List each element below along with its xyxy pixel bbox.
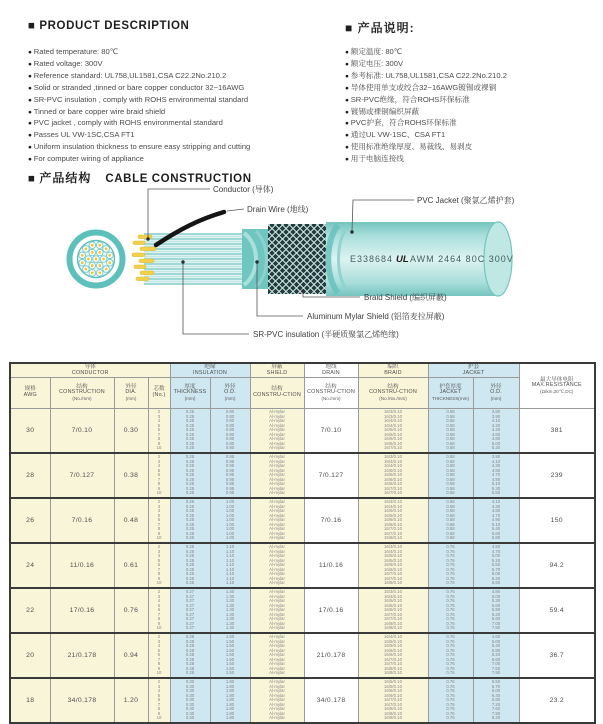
product-description-item: ● SR-PVC insulation , comply with ROHS environmental standard (28, 95, 340, 107)
cell-drain: 17/0.16 (304, 588, 358, 633)
cell-jacket-od: 4.60 5.00 5.40 5.80 6.20 6.60 7.00 7.50 7.90 (473, 633, 519, 678)
cell-construction: 7/0.127 (50, 453, 114, 498)
core-conductor-dot (84, 247, 87, 250)
group-header-jacket (428, 363, 519, 378)
cell-jacket-od: 3.90 4.10 4.30 4.50 4.70 4.90 5.10 5.30 5.50 (473, 453, 519, 498)
cell-braid: 16/3/0.10 16/4/0.10 16/5/0.10 16/5/0.10 16/6/0.10 16/6/0.10 16/7/0.10 16/7/0.10 16/8/0.10 (358, 543, 428, 588)
cell-resistance: 94.2 (519, 543, 595, 588)
product-notes-item: ● 参考标准: UL758,UL1581,CSA C22.2No.210.2 (345, 71, 600, 83)
product-notes-item: ● 额定电压: 300V (345, 59, 600, 71)
column-header-jacket-thickness: 护套厚度 JACKET THICKNESS(mm) (428, 378, 473, 409)
mylar-wrap (242, 229, 270, 289)
cell-resistance: 36.7 (519, 633, 595, 678)
group-header-braid (358, 363, 428, 378)
cell-drain: 7/0.10 (304, 409, 358, 454)
cell-jacket-thickness: 0.58 0.58 0.58 0.58 0.58 0.58 0.58 0.58 0.58 (428, 453, 473, 498)
group-header-insulation (170, 363, 250, 378)
spec-row-awg-24 (10, 543, 595, 588)
product-description-item: ● Tinned or bare copper wire braid shield (28, 107, 340, 119)
cell-construction: 7/0.16 (50, 498, 114, 543)
cell-drain: 7/0.127 (304, 453, 358, 498)
product-notes-item: ● PVC护套，符合ROHS环保标准 (345, 118, 600, 130)
label-aluminum-mylar-shield: Aluminum Mylar Shield (铝箔麦拉屏蔽) (307, 312, 445, 321)
cell-cores: 2 3 4 5 6 7 8 9 10 (148, 409, 170, 454)
product-notes-title: ■ 产品说明: (345, 21, 415, 35)
cell-ins-thickness: 0.27 0.27 0.27 0.27 0.27 0.27 0.27 0.27 0.27 (170, 588, 210, 633)
cell-cores: 2 3 4 5 6 7 8 9 10 (148, 498, 170, 543)
cell-ins-thickness: 0.25 0.25 0.25 0.25 0.25 0.25 0.25 0.25 0.25 (170, 498, 210, 543)
cell-resistance: 23.2 (519, 678, 595, 723)
label-sr-pvc-insulation: SR-PVC insulation (半硬质聚氯乙烯绝缘) (253, 330, 399, 339)
cell-ins-thickness: 0.30 0.30 0.30 0.30 0.30 0.30 0.30 0.30 0.30 (170, 678, 210, 723)
core-conductor-dot (84, 268, 87, 271)
core-conductor-dot (95, 258, 98, 261)
cable-construction-title-cn: 产品结构 (39, 171, 92, 185)
core-conductor-dot (105, 268, 108, 271)
core-conductor-dot (105, 247, 108, 250)
group-braid-cn: 编织 (387, 363, 399, 370)
cell-braid: 16/3/0.10 16/4/0.10 16/5/0.10 16/6/0.10 16/6/0.10 16/7/0.10 16/7/0.10 16/8/0.10 16/8/0.10 (358, 588, 428, 633)
cell-cores: 2 3 4 5 6 7 8 9 10 (148, 453, 170, 498)
cell-ins-od: 1.80 1.80 1.80 1.80 1.80 1.80 1.80 1.80 1.80 (210, 678, 250, 723)
cell-braid: 16/4/0.10 16/5/0.10 16/5/0.10 16/6/0.10 16/6/0.10 16/7/0.10 16/7/0.10 16/8/0.10 16/8/0.10 (358, 633, 428, 678)
group-shield-cn: 屏蔽 (271, 363, 283, 370)
group-insulation-cn: 绝缘 (204, 363, 216, 370)
cell-awg: 20 (10, 633, 50, 678)
core-conductor-dot (81, 261, 84, 264)
spec-row-awg-18 (10, 678, 595, 723)
cell-braid: 16/5/0.10 16/5/0.10 16/6/0.10 16/6/0.10 16/7/0.10 16/7/0.10 16/8/0.10 16/8/0.10 16/8/0.10 (358, 678, 428, 723)
cell-ins-thickness: 0.25 0.25 0.25 0.25 0.25 0.25 0.25 0.25 0.25 (170, 409, 210, 454)
cell-dia: 0.48 (114, 498, 148, 543)
spec-row-awg-28 (10, 453, 595, 498)
product-notes-item: ● SR-PVC绝缘，符合ROHS环保标准 (345, 95, 600, 107)
cell-dia: 0.38 (114, 453, 148, 498)
cell-drain: 7/0.16 (304, 498, 358, 543)
group-conductor-en: CONDUCTOR (71, 369, 109, 376)
product-description-item: ● Rated voltage: 300V (28, 59, 340, 71)
cell-jacket-od: 4.50 4.70 5.00 5.20 5.50 5.70 6.00 6.20 6.50 (473, 543, 519, 588)
core-conductor-dot (91, 271, 94, 274)
cell-awg: 26 (10, 498, 50, 543)
cell-braid: 16/4/0.10 16/4/0.10 16/5/0.10 16/5/0.10 16/6/0.10 16/6/0.10 16/7/0.10 16/7/0.10 16/8/0.10 (358, 498, 428, 543)
cell-cores: 2 3 4 5 6 7 8 9 10 (148, 588, 170, 633)
cell-awg: 30 (10, 409, 50, 454)
cell-cores: 2 3 4 5 6 7 8 9 10 (148, 543, 170, 588)
cell-shield: Al-mylar Al-mylar Al-mylar Al-mylar Al-mylar Al-mylar Al-mylar Al-mylar Al-mylar (250, 543, 304, 588)
core-conductor-dot (91, 244, 94, 247)
core-conductor-dot (108, 254, 111, 257)
cell-dia: 1.20 (114, 678, 148, 723)
cell-construction: 7/0.10 (50, 409, 114, 454)
group-conductor-cn: 导体 (84, 363, 96, 370)
product-notes-item: ● 镀锡或裸铜编织屏蔽 (345, 107, 600, 119)
product-notes-item: ● 用于电脑连接线 (345, 154, 600, 166)
core-conductor-dot (98, 264, 101, 267)
core-conductor-dot (87, 258, 90, 261)
cell-resistance: 150 (519, 498, 595, 543)
cell-jacket-thickness: 0.58 0.58 0.58 0.58 0.58 0.58 0.58 0.58 0.58 (428, 498, 473, 543)
cell-construction: 21/0.178 (50, 633, 114, 678)
cell-construction: 34/0.178 (50, 678, 114, 723)
cell-resistance: 381 (519, 409, 595, 454)
product-description-item: ● Reference standard: UL758,UL1581,CSA C22.2No.210.2 (28, 71, 340, 83)
cell-ins-thickness: 0.28 0.28 0.28 0.28 0.28 0.28 0.28 0.28 0.28 (170, 633, 210, 678)
group-header-shield (250, 363, 304, 378)
column-header-awg: 规格 AWG (10, 378, 50, 409)
cross-section (70, 233, 123, 286)
product-description-title-text: PRODUCT DESCRIPTION (39, 20, 190, 32)
product-description-item: ● Solid or stranded ,tinned or bare copper conductor 32~16AWG (28, 83, 340, 95)
cell-dia: 0.30 (114, 409, 148, 454)
cell-shield: Al-mylar Al-mylar Al-mylar Al-mylar Al-mylar Al-mylar Al-mylar Al-mylar Al-mylar (250, 678, 304, 723)
cell-dia: 0.61 (114, 543, 148, 588)
group-jacket-cn: 护套 (467, 363, 480, 370)
cell-awg: 28 (10, 453, 50, 498)
cell-braid: 16/3/0.10 16/4/0.10 16/4/0.10 16/5/0.10 16/5/0.10 16/6/0.10 16/6/0.10 16/7/0.10 16/7/0.10 (358, 453, 428, 498)
cell-jacket-od: 4.10 4.30 4.50 4.70 4.90 5.10 5.40 5.60 5.80 (473, 498, 519, 543)
cell-jacket-thickness: 0.76 0.76 0.76 0.76 0.76 0.76 0.76 0.76 0.76 (428, 678, 473, 723)
column-header-drain-construction: 结构 CONSTRU-CTION (No./mm) (304, 378, 358, 409)
group-drain-cn: 地线 (325, 363, 337, 370)
cell-awg: 22 (10, 588, 50, 633)
product-description-item: ● Uniform insulation thickness to ensure easy stripping and cutting (28, 142, 340, 154)
column-header-dia: 外径 DIA. (mm) (114, 378, 148, 409)
cell-braid: 16/3/0.10 16/3/0.10 16/4/0.10 16/4/0.10 16/5/0.10 16/5/0.10 16/6/0.10 16/6/0.10 16/7/0.10 (358, 409, 428, 454)
product-description-item: ● Rated temperature: 80℃ (28, 47, 340, 59)
cell-resistance: 59.4 (519, 588, 595, 633)
group-header-conductor (10, 363, 170, 378)
resistance-cn: 最大导体电阻 (539, 376, 574, 383)
cell-shield: Al-mylar Al-mylar Al-mylar Al-mylar Al-mylar Al-mylar Al-mylar Al-mylar Al-mylar (250, 453, 304, 498)
product-notes-item: ● 导体使用单支或绞合32~16AWG镀锡或裸铜 (345, 83, 600, 95)
product-notes-title-text: 产品说明: (357, 21, 415, 35)
cell-jacket-od: 4.80 5.00 5.30 5.60 5.90 6.20 6.60 7.00 7.50 (473, 588, 519, 633)
label-braid-shield: Braid Shield (编织屏蔽) (364, 293, 447, 302)
column-header-ins-thickness: 厚度 THICKNESS (mm) (170, 378, 210, 409)
cell-shield: Al-mylar Al-mylar Al-mylar Al-mylar Al-mylar Al-mylar Al-mylar Al-mylar Al-mylar (250, 498, 304, 543)
ul-mark: UL (396, 254, 409, 265)
spec-row-awg-30 (10, 409, 595, 454)
cell-drain: 34/0.178 (304, 678, 358, 723)
cell-dia: 0.94 (114, 633, 148, 678)
group-jacket-en: JACKET (462, 369, 485, 376)
column-header-cores: 芯数 (No.) (148, 378, 170, 409)
column-header-braid-construction: 结构 CONSTRU-CTION (No./No./mm) (358, 378, 428, 409)
cell-cores: 2 3 4 5 6 7 8 9 10 (148, 678, 170, 723)
core-conductor-dot (102, 258, 105, 261)
core-conductor-dot (81, 254, 84, 257)
cell-shield: Al-mylar Al-mylar Al-mylar Al-mylar Al-mylar Al-mylar Al-mylar Al-mylar Al-mylar (250, 409, 304, 454)
core-conductor-dot (91, 251, 94, 254)
cell-shield: Al-mylar Al-mylar Al-mylar Al-mylar Al-mylar Al-mylar Al-mylar Al-mylar Al-mylar (250, 588, 304, 633)
core-conductor-dot (108, 261, 111, 264)
cell-awg: 18 (10, 678, 50, 723)
cell-construction: 17/0.16 (50, 588, 114, 633)
core-conductor-dot (98, 244, 101, 247)
cell-ins-thickness: 0.25 0.25 0.25 0.25 0.25 0.25 0.25 0.25 0.25 (170, 543, 210, 588)
group-header-drain (304, 363, 358, 378)
pvc-jacket-section (326, 222, 514, 296)
column-header-jacket-od: 外径 O.D. (mm) (473, 378, 519, 409)
product-description-item: ● Passes UL VW-1SC,CSA FT1 (28, 130, 340, 142)
cell-construction: 11/0.16 (50, 543, 114, 588)
product-description-title: ■ PRODUCT DESCRIPTION (28, 20, 190, 32)
cable-construction-diagram (20, 183, 595, 361)
product-notes-item: ● 使用标准绝缘厚度、易裁线、易剥皮 (345, 142, 600, 154)
column-header-shield-construction: 结构 CONSTRU-CTION (250, 378, 304, 409)
product-description-list (28, 47, 340, 166)
cell-drain: 11/0.16 (304, 543, 358, 588)
cell-ins-thickness: 0.25 0.25 0.25 0.25 0.25 0.25 0.25 0.25 0.25 (170, 453, 210, 498)
product-notes-list (345, 47, 600, 166)
spec-row-awg-22 (10, 588, 595, 633)
label-pvc-jacket: PVC Jacket (聚氯乙烯护套) (417, 196, 515, 205)
cell-ins-od: 1.00 1.00 1.00 1.00 1.00 1.00 1.00 1.00 1.00 (210, 498, 250, 543)
spec-row-awg-26 (10, 498, 595, 543)
group-braid-en: BRAID (384, 369, 402, 376)
jacket-print-spec: AWM 2464 80C 300V (410, 254, 514, 264)
product-description-item: ● For computer wiring of appliance (28, 154, 340, 166)
cell-jacket-od: 3.80 3.90 4.10 4.20 4.40 4.60 4.80 5.00 5.20 (473, 409, 519, 454)
product-notes-item: ● 通过UL VW-1SC、CSA FT1 (345, 130, 600, 142)
cell-ins-od: 1.10 1.10 1.10 1.10 1.10 1.10 1.10 1.10 1.10 (210, 543, 250, 588)
column-header-ins-od: 外径 O.D. (mm) (210, 378, 250, 409)
braid-shield-section (268, 224, 334, 294)
cell-shield: Al-mylar Al-mylar Al-mylar Al-mylar Al-mylar Al-mylar Al-mylar Al-mylar Al-mylar (250, 633, 304, 678)
resistance-unit: (Ω/km,20℃,DC) (540, 389, 574, 395)
column-header-construction: 结构 CONSTRUCTION (No./mm) (50, 378, 114, 409)
cell-jacket-thickness: 0.76 0.76 0.76 0.76 0.76 0.76 0.76 0.76 0.76 (428, 543, 473, 588)
cable-spec-table (9, 362, 596, 724)
core-conductor-dot (98, 251, 101, 254)
group-drain-en: DRAIN (322, 369, 340, 376)
cell-jacket-thickness: 0.76 0.76 0.76 0.76 0.76 0.76 0.76 0.76 0.76 (428, 588, 473, 633)
column-header-resistance (519, 363, 595, 409)
label-conductor: Conductor (导体) (213, 185, 274, 194)
cable-construction-title-en: CABLE CONSTRUCTION (105, 173, 252, 185)
cell-resistance: 239 (519, 453, 595, 498)
product-notes-item: ● 额定温度: 80℃ (345, 47, 600, 59)
cell-dia: 0.76 (114, 588, 148, 633)
cell-ins-od: 0.95 0.95 0.95 0.95 0.95 0.95 0.95 0.95 0.95 (210, 453, 250, 498)
cell-drain: 21/0.178 (304, 633, 358, 678)
cell-cores: 2 3 4 5 6 7 8 9 10 (148, 633, 170, 678)
cell-ins-od: 0.80 0.80 0.80 0.80 0.80 0.80 0.80 0.80 0.80 (210, 409, 250, 454)
group-insulation-en: INSULATION (193, 369, 227, 376)
jacket-print-cert: E338684 (350, 254, 394, 264)
label-drain-wire: Drain Wire (地线) (247, 205, 309, 214)
core-conductor-dot (91, 264, 94, 267)
cell-awg: 24 (10, 543, 50, 588)
cell-jacket-thickness: 0.76 0.76 0.76 0.76 0.76 0.76 0.76 0.76 0.76 (428, 633, 473, 678)
cell-jacket-thickness: 0.58 0.58 0.58 0.58 0.58 0.58 0.58 0.58 0.58 (428, 409, 473, 454)
product-description-item: ● PVC jacket , comply with ROHS environmental standard (28, 118, 340, 130)
spec-row-awg-20 (10, 633, 595, 678)
cable-construction-title: ■ 产品结构 CABLE CONSTRUCTION (28, 171, 252, 185)
resistance-en: MAX.RESISTANCE (531, 382, 582, 389)
cell-ins-od: 1.50 1.50 1.50 1.50 1.50 1.50 1.50 1.50 1.50 (210, 633, 250, 678)
core-conductor-dot (98, 271, 101, 274)
cell-ins-od: 1.30 1.30 1.30 1.30 1.30 1.30 1.30 1.30 1.30 (210, 588, 250, 633)
group-shield-en: SHIELD (266, 369, 288, 376)
cell-jacket-od: 5.50 5.70 6.00 6.40 6.80 7.20 7.60 7.90 8.20 (473, 678, 519, 723)
